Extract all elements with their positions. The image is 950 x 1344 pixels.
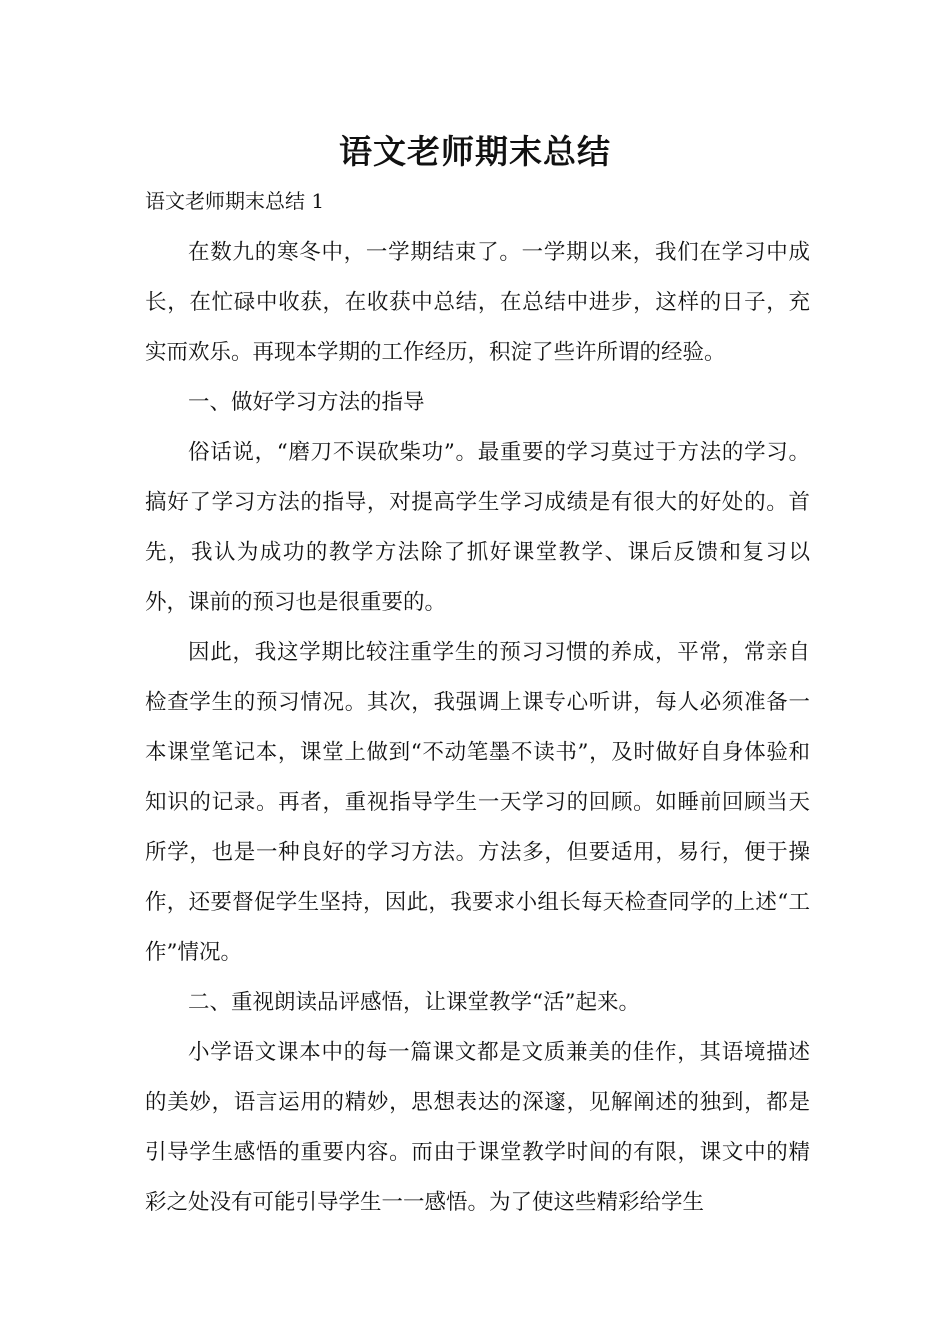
paragraph-intro: 在数九的寒冬中，一学期结束了。一学期以来，我们在学习中成长，在忙碌中收获，在收获中总结，在总结中进步，这样的日子，充实而欢乐。再现本学期的工作经历，积淀了些许所谓的经验。 [145,240,810,365]
document-subtitle: 语文老师期末总结 1 [145,189,325,213]
section-heading-2: 二、重视朗读品评感悟，让课堂教学“活”起来。 [188,990,640,1015]
document-title: 语文老师期末总结 [339,132,611,171]
paragraph-reading: 小学语文课本中的每一篇课文都是文质兼美的佳作，其语境描述的美妙，语言运用的精妙，思想表达的深邃，见解阐述的独到，都是引导学生感悟的重要内容。而由于课堂教学时间的有限，课文中的精彩之处没有可能引导学生一一感悟。为了使这些精彩给学生 [145,1040,810,1215]
section-heading-1: 一、做好学习方法的指导 [188,390,425,415]
paragraph-method-1: 俗话说，“磨刀不误砍柴功”。最重要的学习莫过于方法的学习。搞好了学习方法的指导，对提高学生学习成绩是有很大的好处的。首先，我认为成功的教学方法除了抓好课堂教学、课后反馈和复习以外，课前的预习也是很重要的。 [145,440,810,615]
document-body [145,228,810,1228]
paragraph-method-2: 因此，我这学期比较注重学生的预习习惯的养成，平常，常亲自检查学生的预习情况。其次，我强调上课专心听讲，每人必须准备一本课堂笔记本，课堂上做到“不动笔墨不读书”，及时做好自身体验和知识的记录。再者，重视指导学生一天学习的回顾。如睡前回顾当天所学，也是一种良好的学习方法。方法多，但要适用，易行，便于操作，还要督促学生坚持，因此，我要求小组长每天检查同学的上述“工作”情况。 [145,640,810,965]
